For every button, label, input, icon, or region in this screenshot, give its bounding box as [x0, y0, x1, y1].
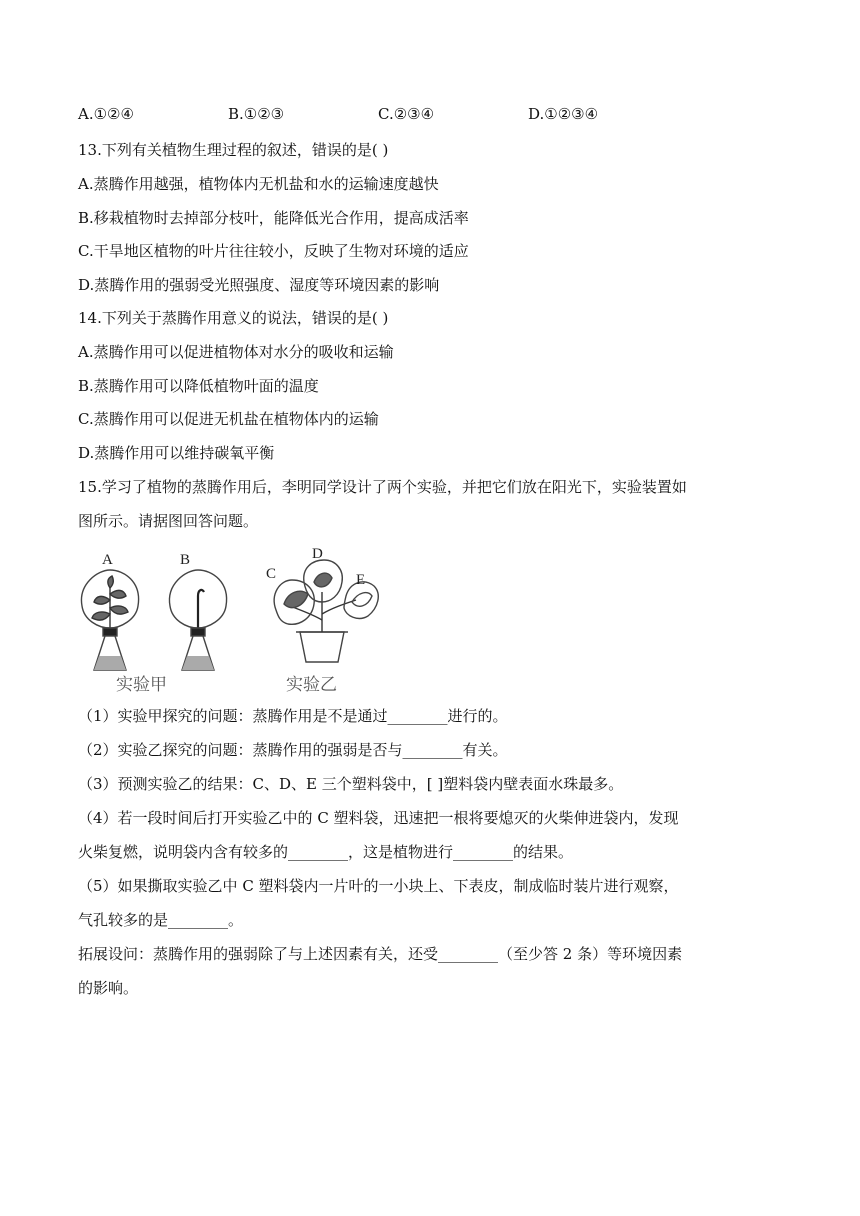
caption-experiment-jia: 实验甲 — [116, 675, 167, 695]
label-c: C — [266, 566, 277, 582]
q14-stem: 14.下列关于蒸腾作用意义的说法，错误的是( ) — [78, 309, 389, 327]
leaf-c — [284, 591, 308, 607]
q14-option-a: A.蒸腾作用可以促进植物体对水分的吸收和运输 — [78, 343, 394, 361]
plant-a — [92, 576, 128, 628]
q15-sub5-line2: 气孔较多的是________。 — [78, 911, 244, 929]
caption-experiment-yi: 实验乙 — [286, 675, 337, 695]
q15-sub3: （3）预测实验乙的结果：C、D、E 三个塑料袋中，[ ]塑料袋内壁表面水珠最多。 — [78, 775, 624, 793]
experiment-figure — [74, 544, 394, 700]
experiment-drawing — [74, 544, 394, 700]
q13-option-a: A.蒸腾作用越强，植物体内无机盐和水的运输速度越快 — [78, 175, 439, 193]
q12-option-b: B.①②③ — [228, 105, 285, 123]
q13-option-b: B.移栽植物时去掉部分枝叶，能降低光合作用，提高成活率 — [78, 209, 469, 227]
q15-sub4-line2: 火柴复燃，说明袋内含有较多的________，这是植物进行________的结果。 — [78, 843, 574, 861]
q15-stem-line2: 图所示。请据图回答问题。 — [78, 512, 259, 530]
pot — [296, 632, 348, 662]
leaf-e — [352, 593, 372, 607]
q13-option-c: C.干旱地区植物的叶片往往较小，反映了生物对环境的适应 — [78, 242, 469, 260]
q12-option-c: C.②③④ — [378, 105, 435, 123]
q15-extension-line1: 拓展设问：蒸腾作用的强弱除了与上述因素有关，还受________（至少答 2 条）等环境因素 — [78, 945, 683, 963]
label-b: B — [180, 552, 191, 568]
q15-sub4-line1: （4）若一段时间后打开实验乙中的 C 塑料袋，迅速把一根将要熄灭的火柴伸进袋内，发现 — [78, 809, 679, 827]
q15-sub5-line1: （5）如果撕取实验乙中 C 塑料袋内一片叶的一小块上、下表皮，制成临时装片进行观察， — [78, 877, 679, 895]
q15-sub2: （2）实验乙探究的问题：蒸腾作用的强弱是否与________有关。 — [78, 741, 508, 759]
q13-stem: 13.下列有关植物生理过程的叙述，错误的是( ) — [78, 141, 389, 159]
q15-sub1: （1）实验甲探究的问题：蒸腾作用是不是通过________进行的。 — [78, 707, 508, 725]
q14-option-c: C.蒸腾作用可以促进无机盐在植物体内的运输 — [78, 410, 379, 428]
q13-option-d: D.蒸腾作用的强弱受光照强度、湿度等环境因素的影响 — [78, 276, 440, 294]
stem-b — [198, 590, 204, 628]
q12-option-a: A.①②④ — [78, 105, 134, 123]
q12-option-d: D.①②③④ — [528, 105, 599, 123]
q15-extension-line2: 的影响。 — [78, 979, 139, 997]
label-a: A — [102, 552, 113, 568]
flask-a — [94, 628, 126, 670]
q14-option-b: B.蒸腾作用可以降低植物叶面的温度 — [78, 377, 319, 395]
flask-b — [182, 628, 214, 670]
leaf-d — [314, 573, 332, 587]
label-e: E — [356, 572, 366, 588]
q15-stem-line1: 15.学习了植物的蒸腾作用后，李明同学设计了两个实验，并把它们放在阳光下，实验装置如 — [78, 478, 687, 496]
label-d: D — [312, 546, 323, 562]
q14-option-d: D.蒸腾作用可以维持碳氧平衡 — [78, 444, 275, 462]
